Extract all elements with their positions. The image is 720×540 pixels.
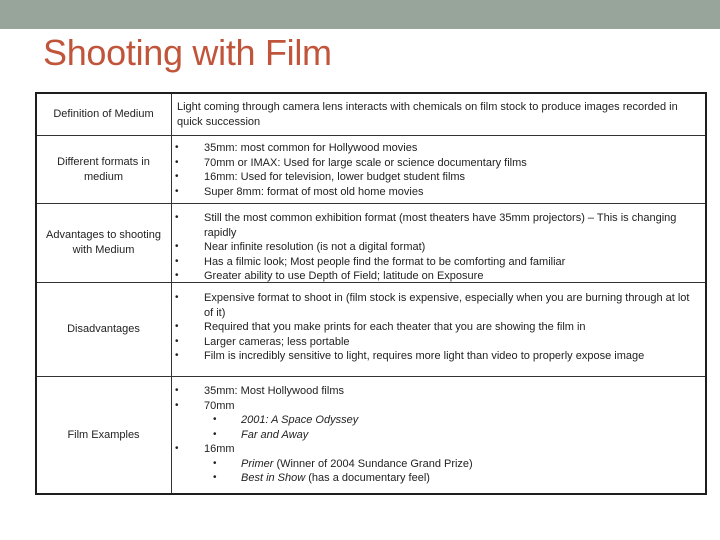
row-content xyxy=(171,204,705,282)
list-item: • 16mm • Primer (Winner of 2004 Sundance Grand Prize) • Best in Show (has a documentary feel) xyxy=(175,442,697,486)
bullet-icon: • xyxy=(175,335,179,347)
list-item: • 70mm • 2001: A Space Odyssey • Far and Away xyxy=(175,399,697,443)
disadvantages-list xyxy=(175,291,697,364)
row-label: Advantages to shooting with Medium xyxy=(46,229,161,256)
bullet-icon: • xyxy=(175,171,179,182)
row-content xyxy=(171,377,705,493)
bullet-icon: • xyxy=(213,428,217,440)
sublist-70mm xyxy=(204,413,697,442)
list-item: • Required that you make prints for each theater that you are showing the film in xyxy=(175,321,586,333)
list-item: • 35mm: Most Hollywood films xyxy=(175,385,344,397)
examples-list xyxy=(175,384,697,486)
list-item: • 70mm or IMAX: Used for large scale or science documentary films xyxy=(175,156,527,169)
bullet-icon: • xyxy=(175,212,179,223)
sublist-16mm xyxy=(204,457,697,486)
list-item: • Expensive format to shoot in (film stock is expensive, especially when you are burning through at lot of it) xyxy=(175,292,690,319)
table-row-disadvantages xyxy=(37,282,705,376)
list-item: • Has a filmic look; Most people find the format to be comforting and familiar xyxy=(175,255,566,268)
row-label: Different formats in medium xyxy=(57,155,150,183)
table-row-advantages xyxy=(37,203,705,282)
row-content xyxy=(171,94,705,135)
bullet-icon: • xyxy=(213,457,217,469)
list-item: • Near infinite resolution (is not a digital format) xyxy=(175,241,426,253)
film-info-table xyxy=(35,92,707,495)
list-item: • Still the most common exhibition format (most theaters have 35mm projectors) – This is changing rapidly xyxy=(175,212,677,239)
slide-title: Shooting with Film xyxy=(43,32,332,73)
header-bar xyxy=(0,0,720,29)
row-label: Disadvantages xyxy=(67,323,140,335)
bullet-icon: • xyxy=(175,156,179,168)
list-item: • Larger cameras; less portable xyxy=(175,335,350,348)
bullet-icon: • xyxy=(175,255,179,267)
row-content xyxy=(171,283,705,376)
list-item: • Film is incredibly sensitive to light, requires more light than video to properly expose image xyxy=(175,350,645,362)
table-row-examples xyxy=(37,376,705,493)
formats-list xyxy=(175,141,697,199)
sub-list-item: • 2001: A Space Odyssey xyxy=(213,414,359,426)
bullet-icon: • xyxy=(175,385,179,396)
bullet-icon: • xyxy=(175,270,179,281)
bullet-icon: • xyxy=(175,350,179,361)
bullet-icon: • xyxy=(175,443,179,454)
list-item: • Super 8mm: format of most old home movies xyxy=(175,185,424,198)
row-content xyxy=(171,136,705,203)
bullet-icon: • xyxy=(175,185,179,197)
row-label: Definition of Medium xyxy=(53,108,154,120)
bullet-icon: • xyxy=(213,414,217,425)
definition-text: Light coming through camera lens interacts with chemicals on film stock to produce images recorded in quick succession xyxy=(177,101,678,128)
sub-list-item: • Primer (Winner of 2004 Sundance Grand Prize) xyxy=(213,457,473,470)
bullet-icon: • xyxy=(213,472,217,483)
bullet-icon: • xyxy=(175,241,179,252)
bullet-icon: • xyxy=(175,292,179,303)
bullet-icon: • xyxy=(175,142,179,153)
sub-list-item: • Far and Away xyxy=(213,428,309,441)
list-item: • 16mm: Used for television, lower budget student films xyxy=(175,171,466,183)
list-item: • Greater ability to use Depth of Field; latitude on Exposure xyxy=(175,270,484,282)
advantages-list xyxy=(175,211,697,284)
list-item: • 35mm: most common for Hollywood movies xyxy=(175,142,418,154)
sub-list-item: • Best in Show (has a documentary feel) xyxy=(213,472,430,484)
table-row-formats xyxy=(37,135,705,203)
row-label: Film Examples xyxy=(67,428,140,441)
bullet-icon: • xyxy=(175,321,179,332)
bullet-icon: • xyxy=(175,399,179,411)
table-row-definition xyxy=(37,94,705,135)
